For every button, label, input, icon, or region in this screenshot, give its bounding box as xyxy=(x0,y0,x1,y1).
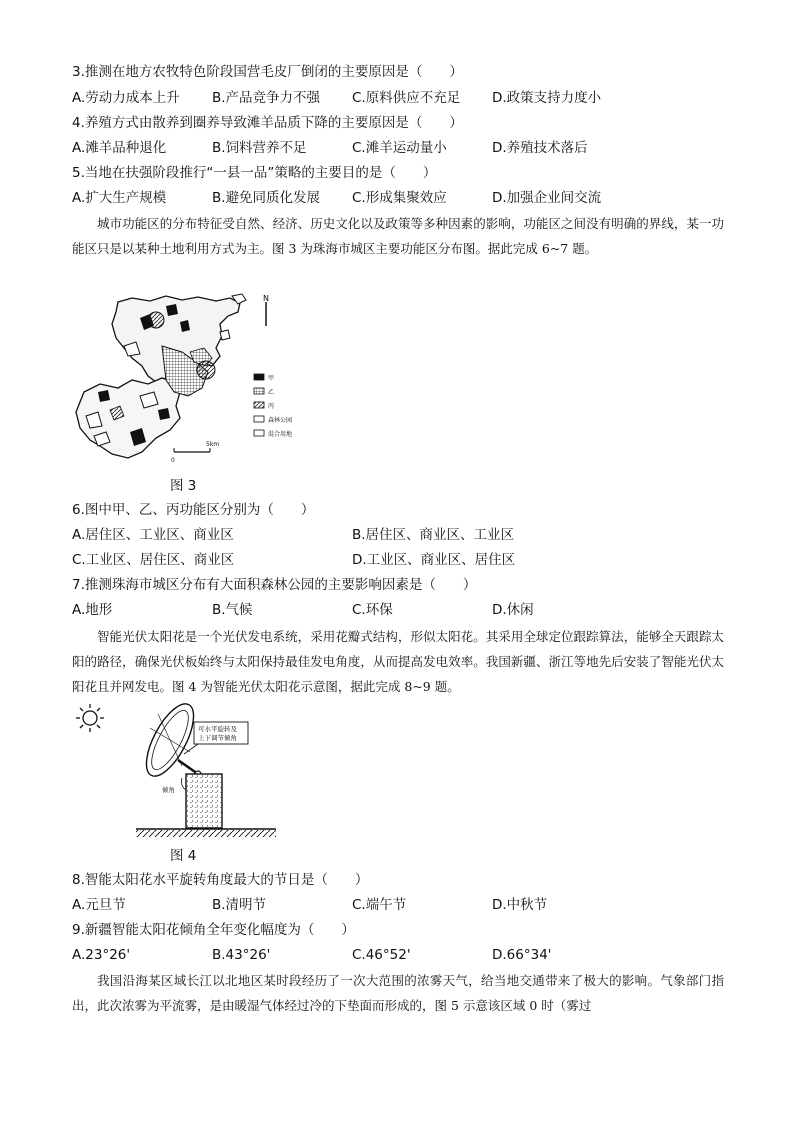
question-8-option-a: A.元旦节 xyxy=(72,897,126,913)
question-8-option-d: D.中秋节 xyxy=(492,897,548,913)
north-label: N xyxy=(263,294,269,303)
question-7-option-a: A.地形 xyxy=(72,602,113,618)
passage-functional-zones: 城市功能区的分布特征受自然、经济、历史文化以及政策等多种因素的影响，功能区之间没有明确的界线，某一功能区只是以某种土地利用方式为主。图 3 为珠海市城区主要功能区分布图。据此完成 6~7 题。 xyxy=(72,216,724,256)
question-6-option-b: B.居住区、商业区、工业区 xyxy=(352,527,515,543)
legend-bing: 丙 xyxy=(268,403,275,410)
question-5-option-d: D.加强企业间交流 xyxy=(492,190,602,206)
passage-advection-fog: 我国沿海某区域长江以北地区某时段经历了一次大范围的浓雾天气，给当地交通带来了极大的影响。气象部门指出，此次浓雾为平流雾，是由暖湿气体经过冷的下垫面而形成的，图 5 示意该区域 0 时（雾过 xyxy=(72,973,724,1013)
question-5-option-c: C.形成集聚效应 xyxy=(352,190,447,206)
legend-yi: 乙 xyxy=(268,389,275,396)
support-pillar xyxy=(186,774,222,828)
svg-text:可水平旋转及: 可水平旋转及 xyxy=(198,725,237,733)
question-9-stem: 9.新疆智能太阳花倾角全年变化幅度为（ ） xyxy=(72,922,355,938)
legend-mixed-land: 混合用地 xyxy=(268,431,293,438)
figure-3-zhuhai-map xyxy=(70,292,330,468)
svg-text:5km: 5km xyxy=(206,441,220,448)
figure-4-caption: 图 4 xyxy=(170,848,197,864)
question-9-option-b: B.43°26' xyxy=(212,947,271,963)
question-7-option-c: C.环保 xyxy=(352,602,393,618)
question-5-option-a: A.扩大生产规模 xyxy=(72,190,167,206)
question-6-option-a: A.居住区、工业区、商业区 xyxy=(72,527,234,543)
question-4-stem: 4.养殖方式由散养到圈养导致滩羊品质下降的主要原因是（ ） xyxy=(72,115,463,131)
question-3-option-c: C.原料供应不充足 xyxy=(352,90,461,106)
question-4-option-b: B.饲料营养不足 xyxy=(212,140,307,156)
question-5-stem: 5.当地在扶强阶段推行“一县一品”策略的主要目的是（ ） xyxy=(72,165,437,181)
figure-4-solar-flower-diagram xyxy=(70,700,290,845)
figure-3-legend xyxy=(254,374,292,438)
question-8-option-c: C.端午节 xyxy=(352,897,407,913)
question-7-option-b: B.气候 xyxy=(212,602,253,618)
svg-text:上下调节倾角: 上下调节倾角 xyxy=(198,734,237,742)
question-9-option-a: A.23°26' xyxy=(72,947,131,963)
question-9-option-d: D.66°34' xyxy=(492,947,552,963)
question-6-option-d: D.工业区、商业区、居住区 xyxy=(352,552,516,568)
panel-arm xyxy=(178,760,198,774)
question-4-option-a: A.滩羊品种退化 xyxy=(72,140,167,156)
figure-3-caption: 图 3 xyxy=(170,478,197,494)
tilt-angle-label: 倾角 xyxy=(162,786,175,794)
legend-jia: 甲 xyxy=(268,375,275,382)
svg-text:0: 0 xyxy=(171,457,175,464)
question-9-option-c: C.46°52' xyxy=(352,947,411,963)
passage-solar-flower: 智能光伏太阳花是一个光伏发电系统，采用花瓣式结构，形似太阳花。其采用全球定位跟踪算法，能够全天跟踪太阳的路径，确保光伏板始终与太阳保持最佳发电角度，从而提高发电效率。我国新疆、浙江等地先后安装了智能光伏太阳花且并网发电。图 4 为智能光伏太阳花示意图，据此完成 8~9 题。 xyxy=(72,629,724,694)
question-8-option-b: B.清明节 xyxy=(212,897,267,913)
question-8-stem: 8.智能太阳花水平旋转角度最大的节日是（ ） xyxy=(72,872,369,888)
question-3-option-a: A.劳动力成本上升 xyxy=(72,90,180,106)
question-7-stem: 7.推测珠海市城区分布有大面积森林公园的主要影响因素是（ ） xyxy=(72,577,477,593)
question-7-option-d: D.休闲 xyxy=(492,602,534,618)
question-6-option-c: C.工业区、居住区、商业区 xyxy=(72,552,235,568)
legend-forest-park: 森林公园 xyxy=(268,417,293,424)
question-3-stem: 3.推测在地方农牧特色阶段国营毛皮厂倒闭的主要原因是（ ） xyxy=(72,64,463,80)
figure-3-scale-bar xyxy=(171,441,219,464)
question-5-option-b: B.避免同质化发展 xyxy=(212,190,321,206)
question-3-option-d: D.政策支持力度小 xyxy=(492,90,602,106)
sun-icon xyxy=(76,704,104,732)
question-3-option-b: B.产品竞争力不强 xyxy=(212,90,321,106)
question-4-option-c: C.滩羊运动量小 xyxy=(352,140,447,156)
question-4-option-d: D.养殖技术落后 xyxy=(492,140,588,156)
question-6-stem: 6.图中甲、乙、丙功能区分别为（ ） xyxy=(72,502,315,518)
